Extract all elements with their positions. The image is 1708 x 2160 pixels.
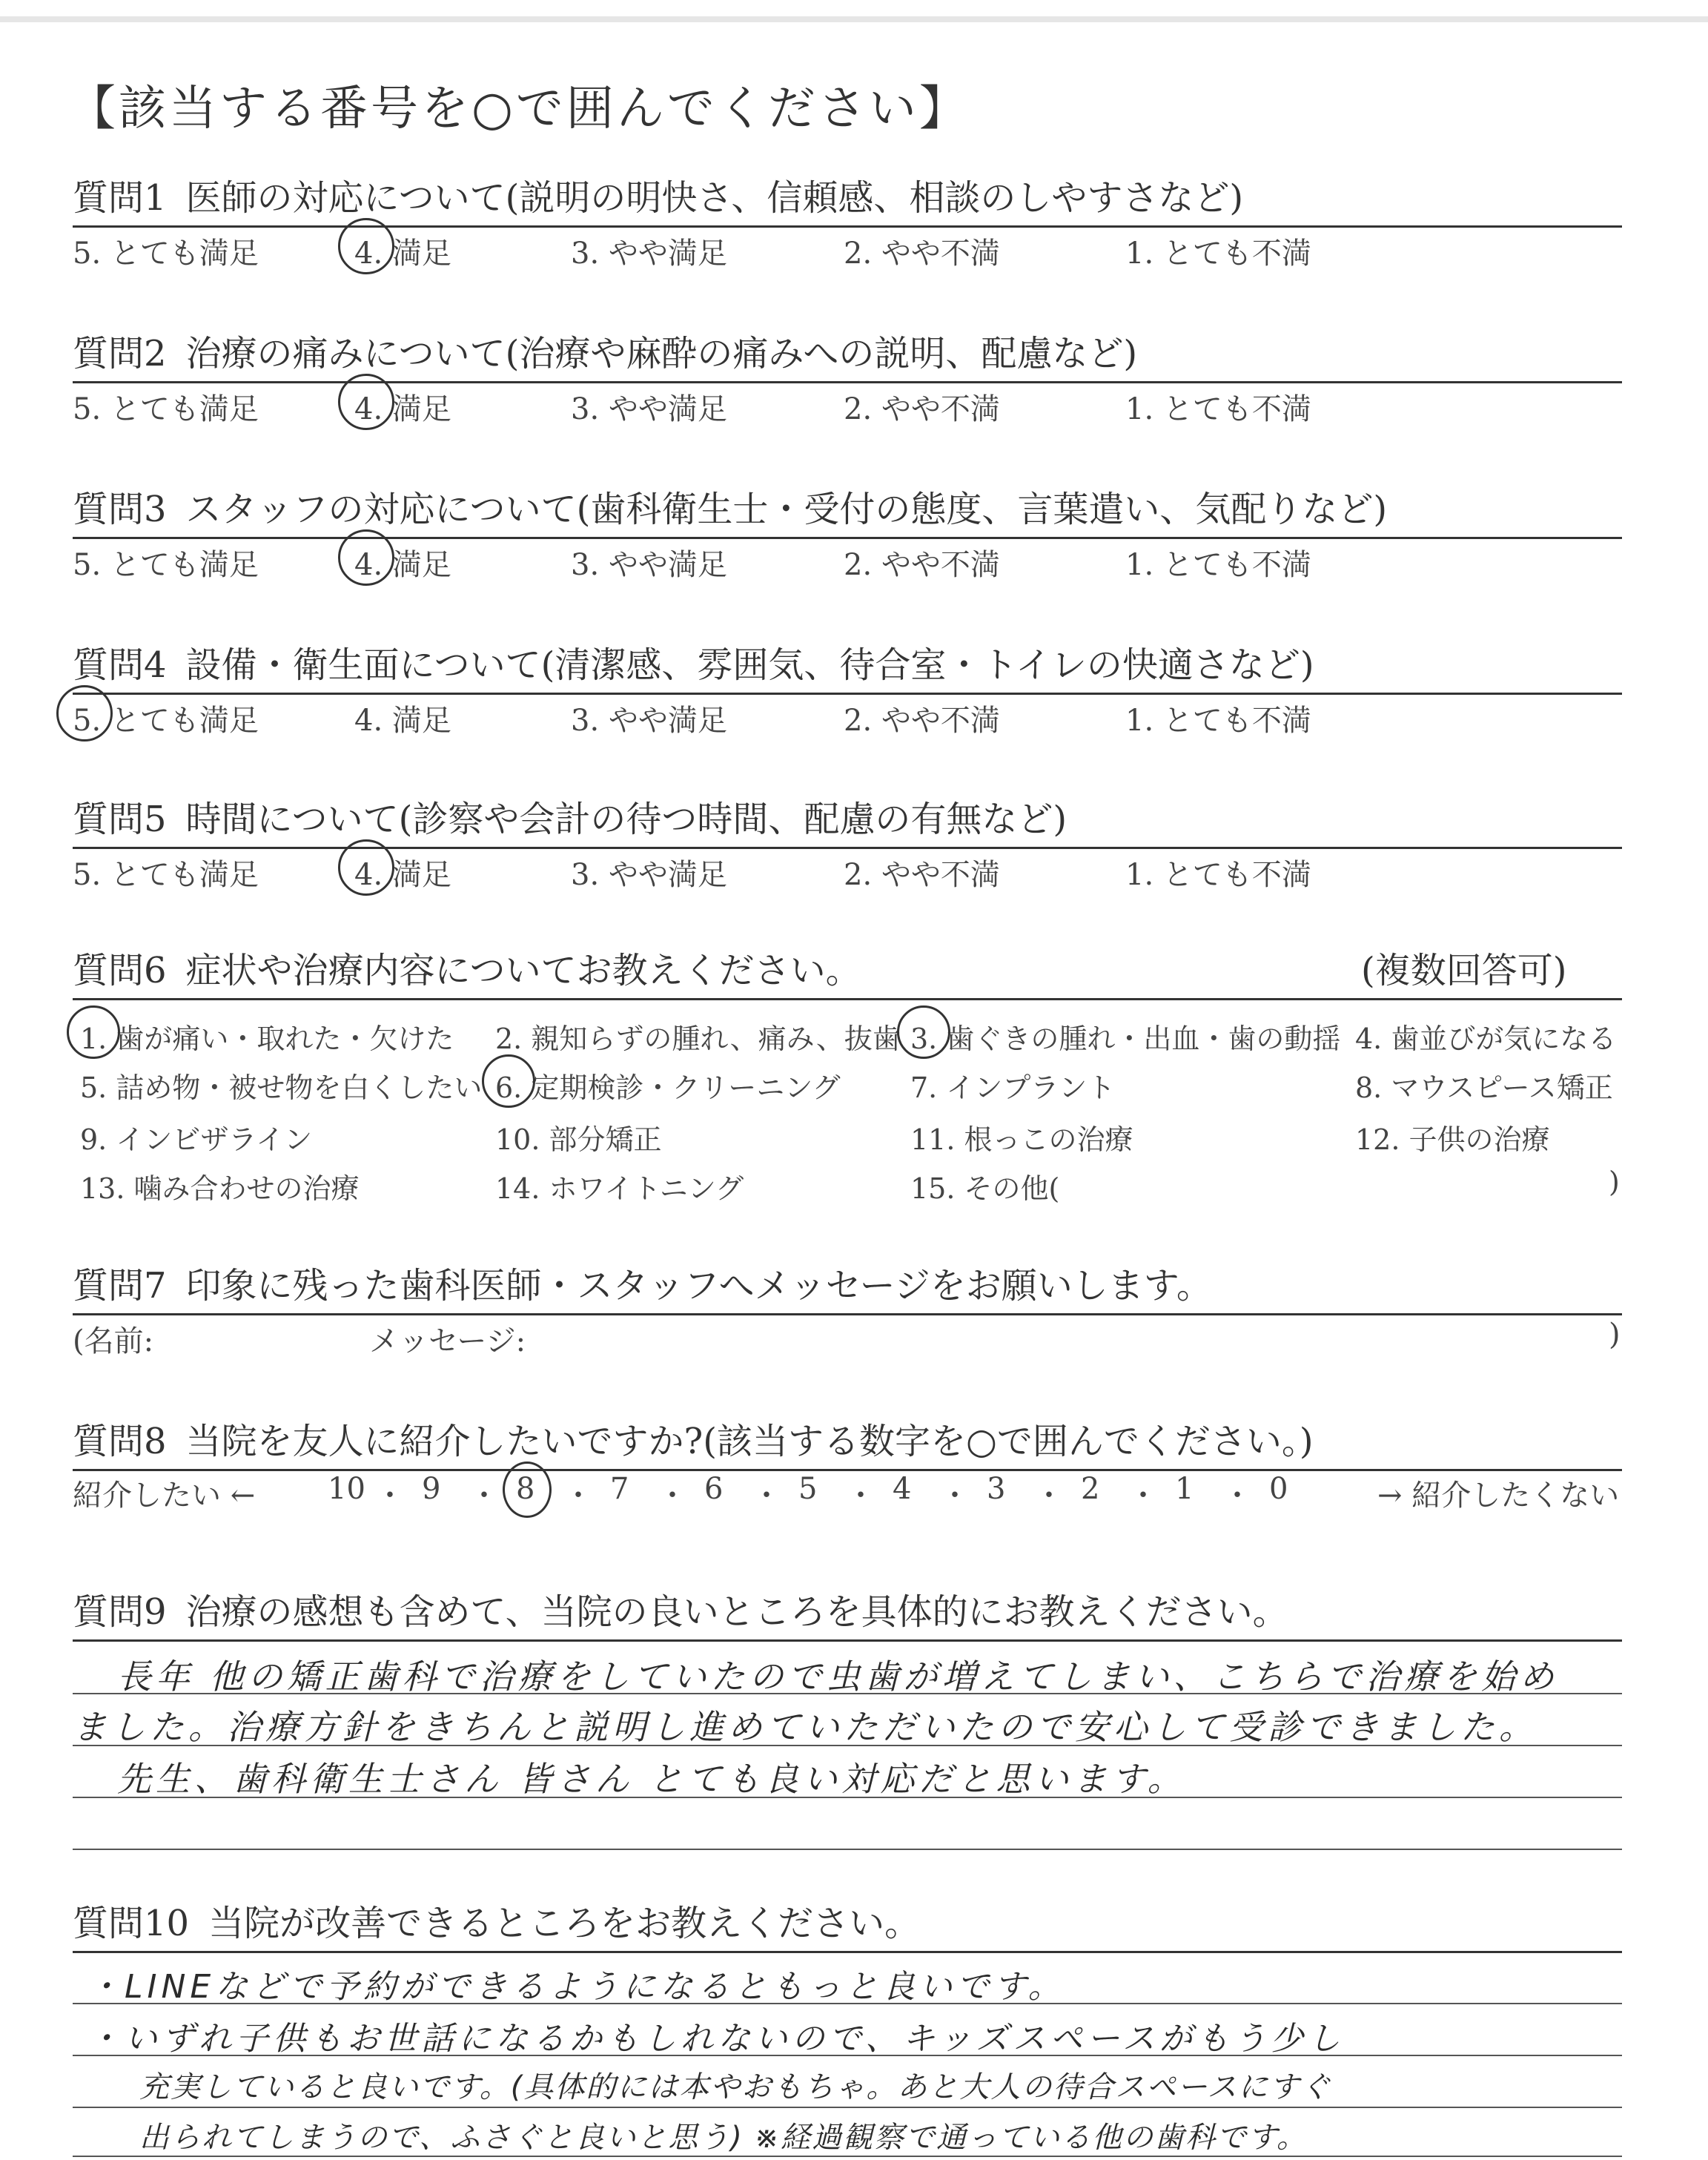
- symptom-option-4[interactable]: 4. 歯並びが気になる: [1355, 1023, 1617, 1055]
- scale-separator: ・: [469, 1479, 499, 1513]
- rating-option-4[interactable]: 4. 満足: [354, 237, 451, 271]
- scale-separator: ・: [658, 1479, 687, 1513]
- rating-option-5[interactable]: 5. とても満足: [73, 704, 259, 738]
- question-rule: [73, 381, 1622, 383]
- question-text: 印象に残った歯科医師・スタッフへメッセージをお願いします。: [185, 1265, 1212, 1307]
- rating-option-3[interactable]: 3. やや満足: [571, 858, 727, 892]
- answer-line: [73, 2107, 1622, 2108]
- name-label: (名前:: [73, 1324, 154, 1358]
- question-number: 質問4: [73, 644, 167, 686]
- scale-separator: ・: [752, 1479, 781, 1513]
- question-5: [73, 790, 1622, 931]
- rating-option-1[interactable]: 1. とても不満: [1125, 392, 1311, 426]
- rating-option-5[interactable]: 5. とても満足: [73, 858, 259, 892]
- question-rule: [73, 998, 1622, 1000]
- question-number: 質問9: [73, 1591, 167, 1633]
- rating-option-3[interactable]: 3. やや満足: [571, 548, 727, 582]
- question-number: 質問2: [73, 333, 167, 374]
- symptom-option-13[interactable]: 13. 噛み合わせの治療: [80, 1172, 360, 1205]
- rating-option-5[interactable]: 5. とても満足: [73, 548, 259, 582]
- rating-option-5[interactable]: 5. とても満足: [73, 237, 259, 271]
- rating-option-2[interactable]: 2. やや不満: [844, 548, 1000, 582]
- selection-circle: [338, 218, 394, 274]
- question-number: 質問7: [73, 1265, 167, 1307]
- symptom-option-10[interactable]: 10. 部分矯正: [495, 1123, 662, 1156]
- question-text: 症状や治療内容についてお教えください。: [185, 950, 861, 991]
- question-rule: [73, 1639, 1622, 1642]
- selection-circle: [56, 685, 113, 742]
- rating-option-2[interactable]: 2. やや不満: [844, 237, 1000, 271]
- question-heading: [73, 636, 1314, 687]
- scale-right-label: → 紹介したくない: [1377, 1479, 1620, 1513]
- question-number: 質問10: [73, 1903, 190, 1944]
- question-rule: [73, 537, 1622, 539]
- handwritten-answer-line: ・LINEなどで予約ができるようになるともっと良いです。: [87, 1968, 1065, 2006]
- scale-value-2[interactable]: 2: [1081, 1472, 1100, 1506]
- symptom-option-11[interactable]: 11. 根っこの治療: [910, 1123, 1133, 1156]
- top-border: [0, 16, 1708, 22]
- question-heading: [73, 480, 1387, 532]
- selection-circle: [338, 839, 394, 896]
- rating-option-2[interactable]: 2. やや不満: [844, 858, 1000, 892]
- rating-option-4[interactable]: 4. 満足: [354, 704, 451, 738]
- handwritten-answer-line: 充実していると良いです。(具体的には本やおもちゃ。あと大人の待合スペースにすぐ: [139, 2070, 1332, 2104]
- handwritten-answer-line: 出られてしまうので、ふさぐと良いと思う) ※経過観察で通っている他の歯科です。: [139, 2121, 1308, 2155]
- question-heading: [73, 1413, 1314, 1464]
- rating-option-3[interactable]: 3. やや満足: [571, 704, 727, 738]
- handwritten-answer-line: 長年 他の矯正歯科で治療をしていたので虫歯が増えてしまい、こちらで治療を始め: [117, 1657, 1559, 1697]
- rating-option-2[interactable]: 2. やや不満: [844, 392, 1000, 426]
- scale-value-3[interactable]: 3: [987, 1472, 1006, 1506]
- scale-value-10[interactable]: 10: [328, 1472, 365, 1506]
- symptom-option-15[interactable]: 15. その他(: [910, 1172, 1060, 1205]
- question-number: 質問5: [73, 799, 167, 840]
- question-text: 医師の対応について(説明の明快さ、信頼感、相談のしやすさなど): [185, 177, 1244, 219]
- selection-circle: [482, 1054, 535, 1108]
- page-title: 【該当する番号を○で囲んでください】: [68, 82, 970, 136]
- question-heading: [73, 1895, 920, 1946]
- question-6: [73, 942, 1622, 1223]
- scale-separator: ・: [1128, 1479, 1158, 1513]
- symptom-option-1[interactable]: 1. 歯が痛い・取れた・欠けた: [80, 1023, 454, 1055]
- scale-separator: ・: [940, 1479, 970, 1513]
- selection-circle: [338, 374, 394, 430]
- question-heading: [73, 1583, 1288, 1634]
- rating-option-1[interactable]: 1. とても不満: [1125, 237, 1311, 271]
- question-rule: [73, 1313, 1622, 1315]
- handwritten-answer-line: 先生、歯科衛生士さん 皆さん とても良い対応だと思います。: [117, 1759, 1186, 1799]
- question-3: [73, 480, 1622, 621]
- rating-option-1[interactable]: 1. とても不満: [1125, 548, 1311, 582]
- scale-value-7[interactable]: 7: [610, 1472, 629, 1506]
- scale-value-8[interactable]: 8: [516, 1472, 535, 1506]
- rating-option-5[interactable]: 5. とても満足: [73, 392, 259, 426]
- message-label: メッセージ:: [369, 1324, 526, 1358]
- scale-separator: ・: [375, 1479, 405, 1513]
- symptom-option-14[interactable]: 14. ホワイトニング: [495, 1172, 744, 1205]
- question-9: [73, 1583, 1622, 1850]
- scale-separator: ・: [846, 1479, 875, 1513]
- question-number: 質問8: [73, 1421, 167, 1462]
- rating-option-4[interactable]: 4. 満足: [354, 392, 451, 426]
- scale-value-4[interactable]: 4: [893, 1472, 912, 1506]
- symptom-option-6[interactable]: 6. 定期検診・クリーニング: [495, 1071, 841, 1104]
- close-paren: ): [1609, 1318, 1621, 1352]
- question-heading: [73, 169, 1243, 220]
- question-1: [73, 169, 1622, 310]
- question-rule: [73, 847, 1622, 849]
- scale-separator: ・: [1222, 1479, 1252, 1513]
- scale-value-1[interactable]: 1: [1175, 1472, 1194, 1506]
- question-4: [73, 636, 1622, 777]
- question-text: 設備・衛生面について(清潔感、雰囲気、待合室・トイレの快適さなど): [185, 644, 1314, 686]
- selection-circle: [897, 1005, 950, 1059]
- question-rule: [73, 1951, 1622, 1953]
- scale-separator: ・: [563, 1479, 593, 1513]
- question-number: 質問6: [73, 950, 167, 991]
- rating-option-1[interactable]: 1. とても不満: [1125, 704, 1311, 738]
- question-heading: [73, 1257, 1212, 1308]
- symptom-option-12[interactable]: 12. 子供の治療: [1355, 1123, 1550, 1156]
- question-text: 時間について(診察や会計の待つ時間、配慮の有無など): [185, 799, 1068, 840]
- selection-circle: [67, 1005, 120, 1059]
- symptom-option-9[interactable]: 9. インビザライン: [80, 1123, 313, 1156]
- rating-option-3[interactable]: 3. やや満足: [571, 392, 727, 426]
- question-heading: [73, 325, 1137, 376]
- scale-value-5[interactable]: 5: [798, 1472, 818, 1506]
- rating-option-4[interactable]: 4. 満足: [354, 548, 451, 582]
- question-text: 治療の痛みについて(治療や麻酔の痛みへの説明、配慮など): [185, 333, 1138, 374]
- question-2: [73, 325, 1622, 466]
- handwritten-answer-line: ました。治療方針をきちんと説明し進めていただいたので安心して受診できました。: [73, 1707, 1537, 1747]
- question-number: 質問1: [73, 177, 167, 219]
- question-7: [73, 1257, 1622, 1368]
- scale-value-9[interactable]: 9: [422, 1472, 441, 1506]
- rating-option-2[interactable]: 2. やや不満: [844, 704, 1000, 738]
- scale-value-6[interactable]: 6: [704, 1472, 724, 1506]
- handwritten-answer-line: ・いずれ子供もお世話になるかもしれないので、キッズスペースがもう少し: [87, 2020, 1345, 2058]
- scale-value-0[interactable]: 0: [1269, 1472, 1288, 1506]
- symptom-option-5[interactable]: 5. 詰め物・被せ物を白くしたい: [80, 1071, 483, 1104]
- question-rule: [73, 1469, 1622, 1471]
- selection-circle: [503, 1462, 552, 1518]
- symptom-option-7[interactable]: 7. インプラント: [910, 1071, 1116, 1104]
- symptom-option-2[interactable]: 2. 親知らずの腫れ、痛み、抜歯: [495, 1023, 901, 1055]
- rating-option-3[interactable]: 3. やや満足: [571, 237, 727, 271]
- question-rule: [73, 225, 1622, 228]
- scale-separator: ・: [1034, 1479, 1064, 1513]
- question-text: 治療の感想も含めて、当院の良いところを具体的にお教えください。: [185, 1591, 1288, 1633]
- selection-circle: [338, 529, 394, 586]
- question-rule: [73, 693, 1622, 695]
- question-heading: [73, 790, 1067, 842]
- question-text: 当院を友人に紹介したいですか?(該当する数字を○で囲んでください。): [185, 1421, 1314, 1462]
- multi-answer-note: (複数回答可): [1361, 950, 1567, 991]
- rating-option-1[interactable]: 1. とても不満: [1125, 858, 1311, 892]
- question-text: スタッフの対応について(歯科衛生士・受付の態度、言葉遣い、気配りなど): [185, 489, 1388, 530]
- scale-left-label: 紹介したい ←: [73, 1479, 256, 1513]
- symptom-option-3[interactable]: 3. 歯ぐきの腫れ・出血・歯の動揺: [910, 1023, 1341, 1055]
- rating-option-4[interactable]: 4. 満足: [354, 858, 451, 892]
- answer-line: [73, 1849, 1622, 1850]
- close-paren: ): [1609, 1166, 1620, 1198]
- question-text: 当院が改善できるところをお教えください。: [208, 1903, 921, 1944]
- question-10: [73, 1895, 1622, 2160]
- symptom-option-8[interactable]: 8. マウスピース矯正: [1355, 1071, 1613, 1104]
- question-heading: [73, 942, 861, 993]
- question-number: 質問3: [73, 489, 167, 530]
